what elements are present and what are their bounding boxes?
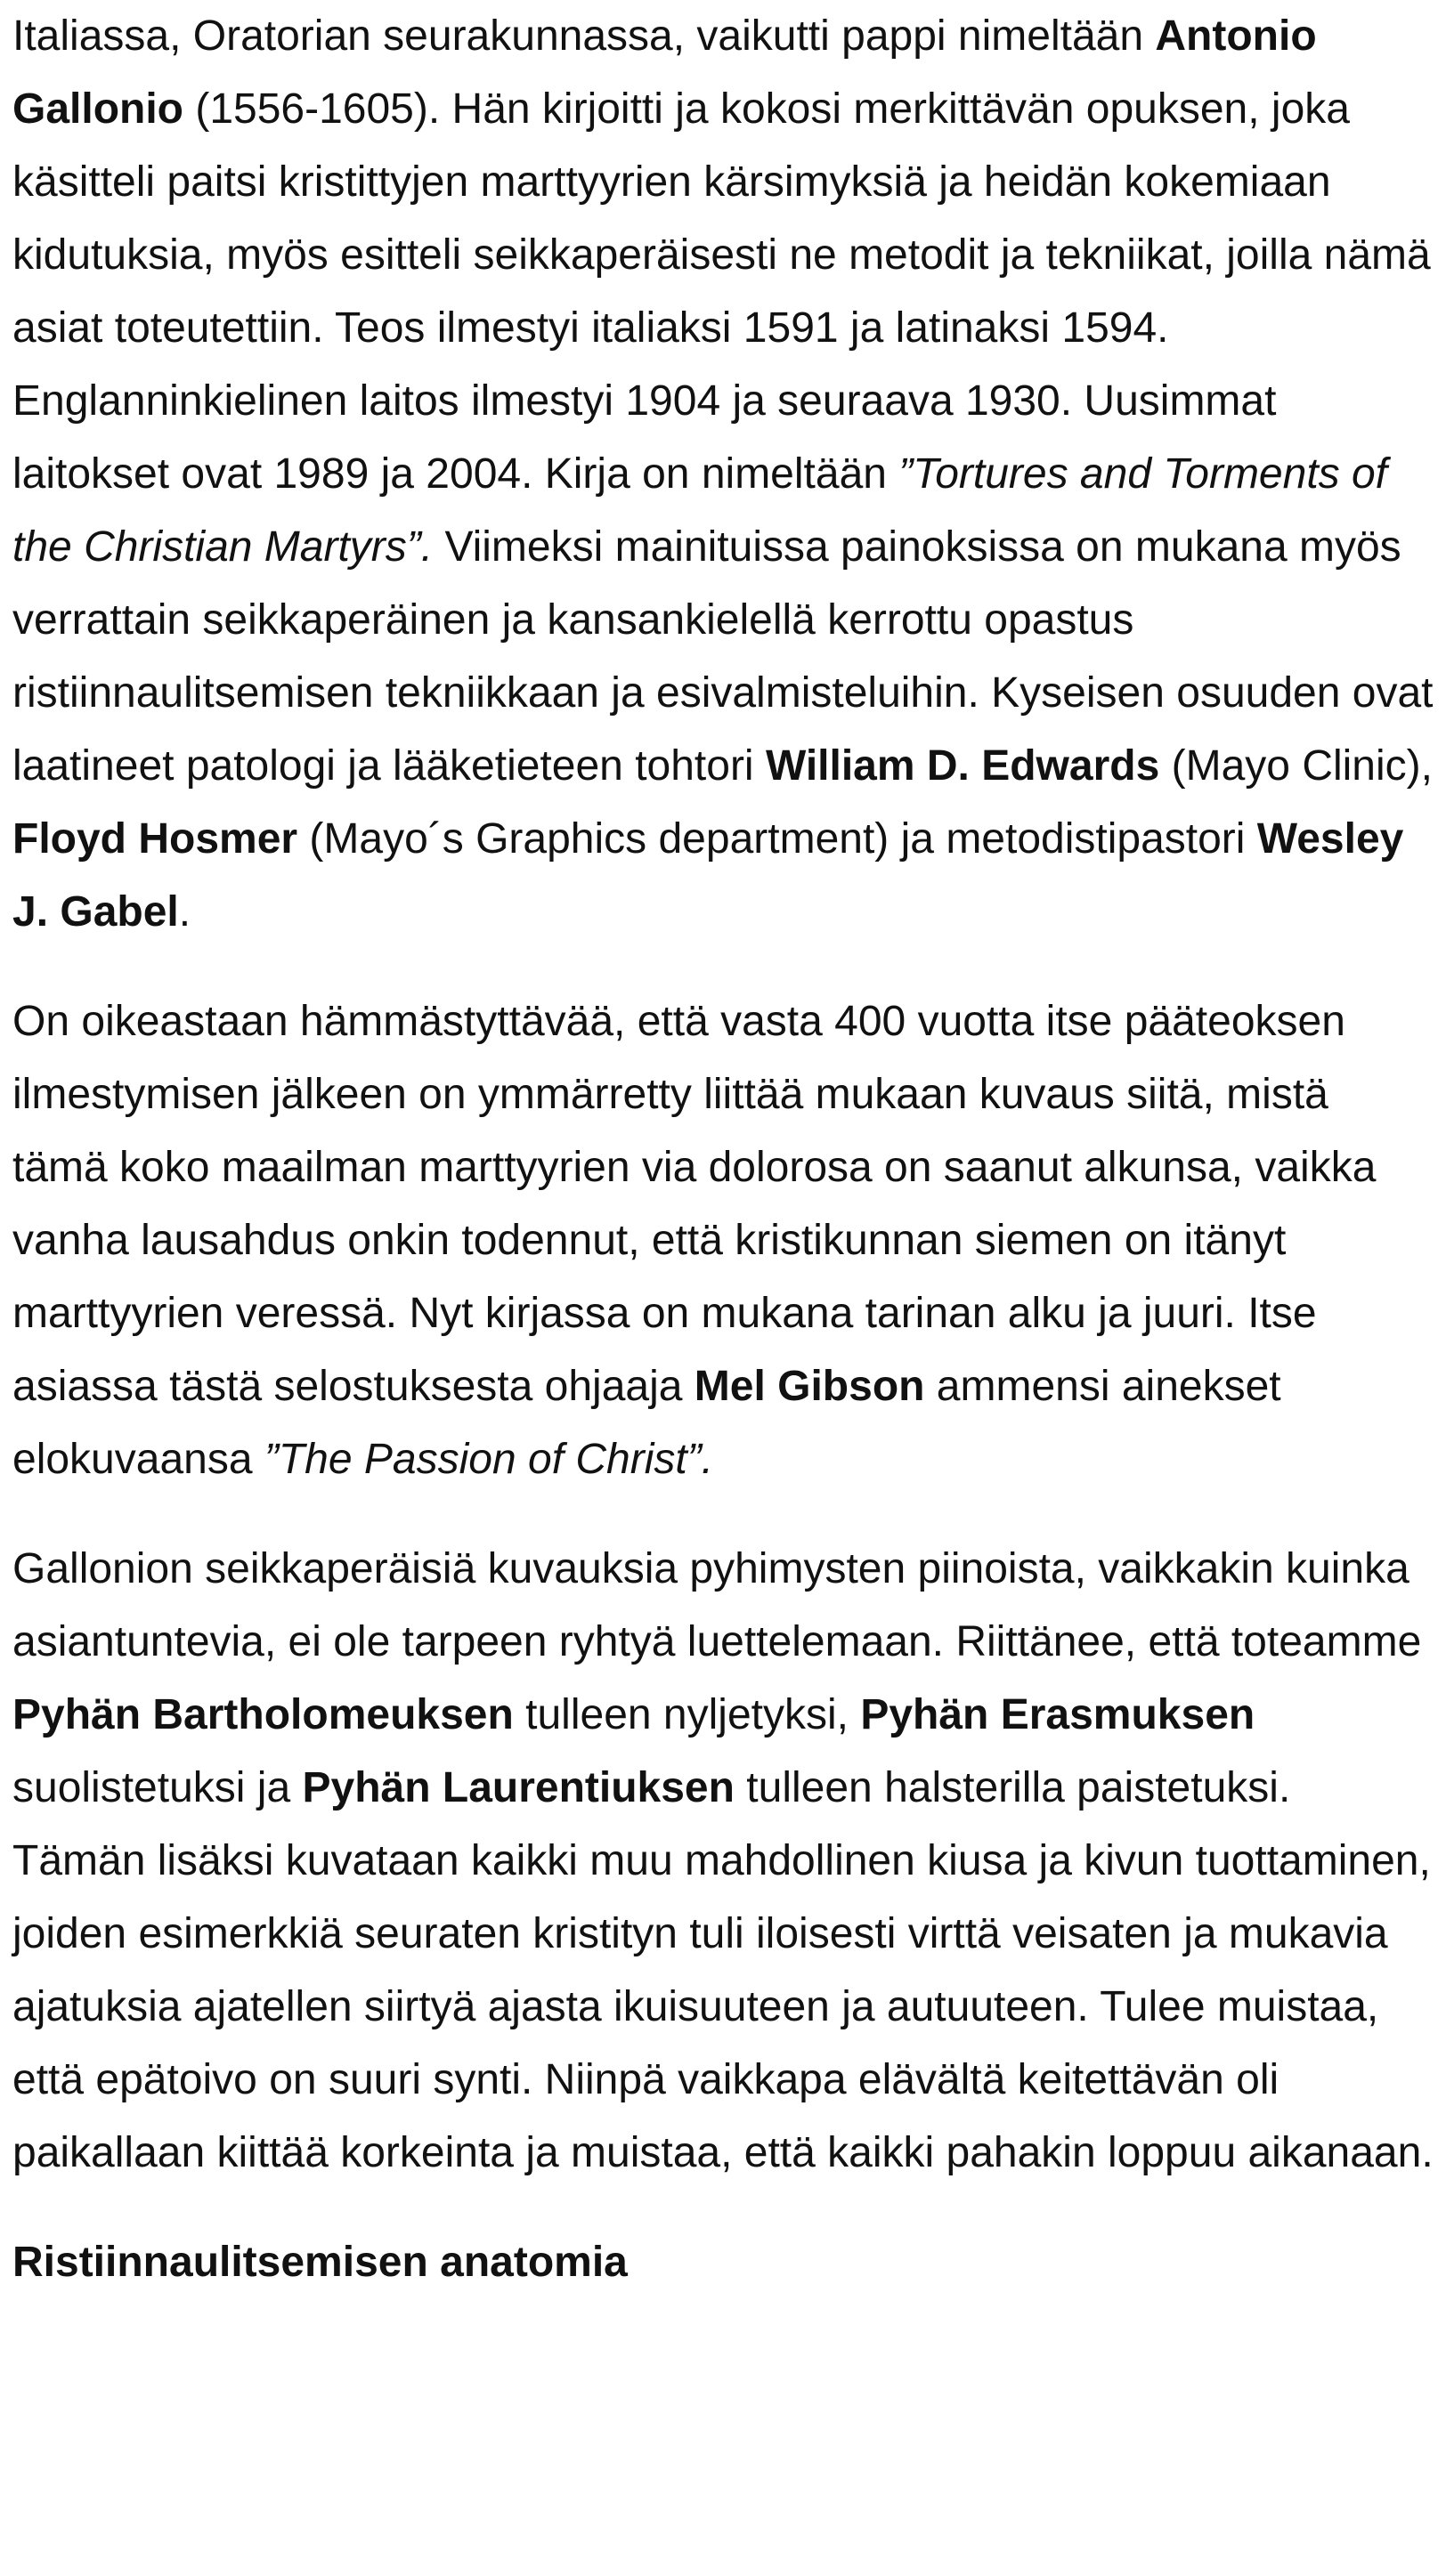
book-title: ”Tortures and Torments of the Christian Martyrs”. (12, 450, 1388, 571)
text-segment: Viimeksi mainituissa painoksissa on mukana myös verrattain seikkaperäinen ja kansankielellä kerrottu opastus ristiinnaulitsemisen tekniikkaan ja esivalmisteluihin. Kyseisen osuuden ovat laatineet patologi ja lääketieteen tohtori (12, 523, 1434, 790)
paragraph-passion (12, 985, 1434, 1496)
text-segment: (Mayo Clinic), (1159, 742, 1433, 790)
person-name-antonio-gallonio: Antonio Gallonio (12, 12, 1317, 133)
person-name-wesley-gabel: Wesley J. Gabel (12, 815, 1404, 936)
text-segment: (Mayo´s Graphics department) ja metodistipastori (297, 815, 1257, 863)
paragraph-gallonio-intro (12, 0, 1434, 949)
document-page (12, 0, 1434, 2299)
text-segment: Gallonion seikkaperäisiä kuvauksia pyhimysten piinoista, vaikkakin kuinka asiantuntevia, ei ole tarpeen ryhtyä luettelemaan. Riittänee, että toteamme (12, 1545, 1422, 1665)
text-segment: tulleen halsterilla paistetuksi. Tämän lisäksi kuvataan kaikki muu mahdollinen kiusa ja kivun tuottaminen, joiden esimerkkiä seuraten kristityn tuli iloisesti virttä veisaten ja mukavia ajatuksia ajatellen siirtyä ajasta ikuisuuteen ja autuuteen. Tulee muistaa, että epätoivo on suuri synti. Niinpä vaikkapa elävältä keitettävän oli paikallaan kiittää korkeinta ja muistaa, että kaikki pahakin loppuu aikanaan. (12, 1764, 1434, 2176)
text-segment: tulleen nyljetyksi, (513, 1691, 861, 1738)
text-segment: (1556-1605). Hän kirjoitti ja kokosi merkittävän opuksen, joka käsitteli paitsi kristittyjen marttyyrien kärsimyksiä ja heidän kokemiaan kidutuksia, myös esitteli seikkaperäisesti ne metodit ja tekniikat, joilla nämä asiat toteutettiin. Teos ilmestyi italiaksi 1591 ja latinaksi 1594. Englanninkielinen laitos ilmestyi 1904 ja seuraava 1930. Uusimmat laitokset ovat 1989 ja 2004. Kirja on nimeltään (12, 85, 1431, 498)
person-name-william-edwards: William D. Edwards (765, 742, 1160, 790)
saint-name-bartholomeus: Pyhän Bartholomeuksen (12, 1691, 514, 1738)
text-segment: . (178, 888, 191, 936)
film-title: ”The Passion of Christ”. (264, 1436, 714, 1483)
saint-name-erasmus: Pyhän Erasmuksen (860, 1691, 1255, 1738)
saint-name-laurentius: Pyhän Laurentiuksen (302, 1764, 735, 1811)
paragraph-saints (12, 1533, 1434, 2190)
section-heading: Ristiinnaulitsemisen anatomia (12, 2239, 628, 2286)
person-name-mel-gibson: Mel Gibson (694, 1363, 925, 1410)
text-segment: Italiassa, Oratorian seurakunnassa, vaikutti pappi nimeltään (12, 12, 1156, 60)
person-name-floyd-hosmer: Floyd Hosmer (12, 815, 298, 863)
text-segment: suolistetuksi ja (12, 1764, 303, 1811)
text-segment: ammensi ainekset elokuvaansa (12, 1363, 1281, 1483)
text-segment: On oikeastaan hämmästyttävää, että vasta 400 vuotta itse pääteoksen ilmestymisen jälkeen on ymmärretty liittää mukaan kuvaus siitä, mistä tämä koko maailman marttyyrien via dolorosa on saanut alkunsa, vaikka vanha lausahdus onkin todennut, että kristikunnan siemen on itänyt marttyyrien veressä. Nyt kirjassa on mukana tarinan alku ja juuri. Itse asiassa tästä selostuksesta ohjaaja (12, 998, 1377, 1410)
